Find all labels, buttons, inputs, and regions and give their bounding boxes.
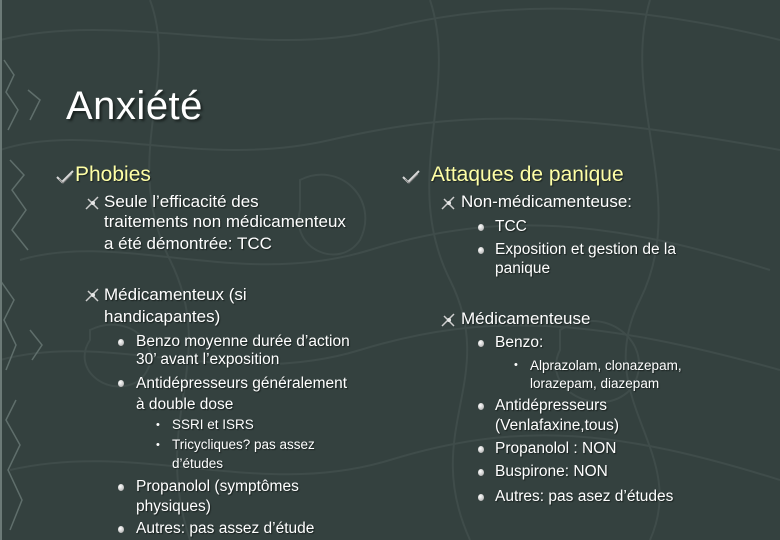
left-bullet-3-line-2: physiques): [136, 498, 211, 515]
right-bullet-5: Propanolol : NON: [495, 440, 617, 457]
bullet-dot-icon: [478, 247, 484, 254]
checkmark-bullet-icon: [56, 169, 74, 185]
left-point-1-line-3: a été démontrée: TCC: [104, 234, 272, 253]
phobies-heading: Phobies: [75, 163, 151, 186]
slide-title: Anxiété: [66, 84, 203, 128]
bullet-dot-icon: [478, 340, 484, 347]
left-point-2-line-1: Médicamenteux (si: [104, 285, 247, 304]
left-bullet-4: Autres: pas assez d’étude: [136, 520, 315, 537]
right-bullet-4-line-1: Antidépresseurs: [495, 397, 608, 414]
left-point-1-line-1: Seule l’efficacité des: [104, 192, 259, 211]
right-point-2: Médicamenteuse: [461, 309, 591, 328]
left-bullet-2-line-1: Antidépresseurs généralement: [136, 375, 348, 392]
right-bullet-4-line-2: (Venlafaxine,tous): [495, 417, 620, 434]
right-bullet-6: Buspirone: NON: [495, 463, 608, 480]
left-bullet-2-line-2: à double dose: [136, 396, 234, 413]
sparkle-bullet-icon: [440, 195, 458, 211]
bullet-dot-icon: [118, 380, 124, 387]
bullet-dot-icon: [118, 339, 124, 346]
right-bullet-3: Benzo:: [495, 334, 544, 351]
small-bullet-icon: •: [514, 359, 518, 371]
right-bullet-2-line-1: Exposition et gestion de la: [495, 241, 676, 258]
left-sub-1: SSRI et ISRS: [172, 417, 254, 432]
right-bullet-1: TCC: [495, 218, 527, 235]
right-point-1: Non-médicamenteuse:: [461, 192, 633, 211]
bullet-dot-icon: [118, 526, 124, 533]
sparkle-bullet-icon: [84, 287, 102, 303]
sparkle-bullet-icon: [84, 195, 102, 211]
small-bullet-icon: •: [156, 419, 160, 431]
sparkle-bullet-icon: [440, 312, 458, 328]
checkmark-bullet-icon: [402, 169, 420, 185]
bullet-dot-icon: [478, 469, 484, 476]
left-point-1-line-2: traitements non médicamenteux: [104, 212, 346, 231]
right-sub-1-line-1: Alprazolam, clonazepam,: [530, 358, 682, 373]
left-point-2-line-2: handicapantes): [104, 307, 221, 326]
right-sub-1-line-2: lorazepam, diazepam: [530, 376, 660, 391]
right-bullet-7: Autres: pas asez d’études: [495, 488, 674, 505]
left-bullet-1-line-2: 30’ avant l’exposition: [136, 351, 280, 368]
small-bullet-icon: •: [156, 439, 160, 451]
left-bullet-1-line-1: Benzo moyenne durée d’action: [136, 333, 350, 350]
bullet-dot-icon: [478, 446, 484, 453]
attaques-heading: Attaques de panique: [431, 163, 624, 186]
bullet-dot-icon: [118, 484, 124, 491]
left-sub-2-line-1: Tricycliques? pas assez: [172, 437, 315, 452]
left-sub-2-line-2: d’études: [172, 456, 224, 471]
right-bullet-2-line-2: panique: [495, 260, 551, 277]
left-bullet-3-line-1: Propanolol (symptômes: [136, 478, 299, 495]
bullet-dot-icon: [478, 224, 484, 231]
bullet-dot-icon: [478, 403, 484, 410]
bullet-dot-icon: [478, 494, 484, 501]
